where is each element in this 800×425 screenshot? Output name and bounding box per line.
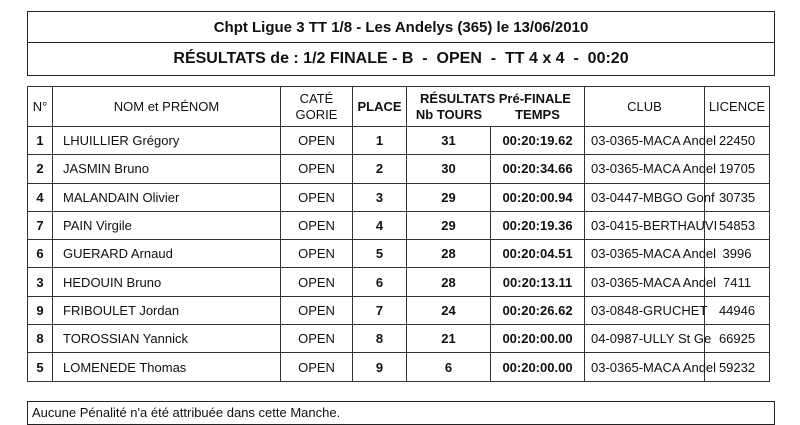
table-row — [28, 183, 770, 211]
cell-temps: 00:20:13.11 — [491, 268, 585, 296]
cell-licence: 59232 — [705, 353, 770, 381]
cell-name: FRIBOULET Jordan — [53, 296, 281, 324]
cell-category: OPEN — [281, 325, 353, 353]
table-header-row — [28, 87, 770, 127]
penalty-note — [27, 401, 775, 425]
cell-name: GUERARD Arnaud — [53, 240, 281, 268]
cell-licence: 19705 — [705, 155, 770, 183]
cell-temps: 00:20:34.66 — [491, 155, 585, 183]
table-row — [28, 155, 770, 183]
cell-place: 4 — [353, 211, 407, 239]
cell-club: 03-0365-MACA Andel — [585, 240, 705, 268]
cell-place: 2 — [353, 155, 407, 183]
cell-category: OPEN — [281, 211, 353, 239]
header-licence: LICENCE — [705, 87, 770, 127]
cell-category: OPEN — [281, 183, 353, 211]
cell-club: 03-0447-MBGO Gonf — [585, 183, 705, 211]
table-row — [28, 296, 770, 324]
cell-category: OPEN — [281, 155, 353, 183]
results-subtitle — [27, 42, 775, 76]
cell-category: OPEN — [281, 127, 353, 155]
cell-licence: 7411 — [705, 268, 770, 296]
cell-place: 8 — [353, 325, 407, 353]
cell-temps: 00:20:00.94 — [491, 183, 585, 211]
header-temps: TEMPS — [515, 106, 560, 122]
table-row — [28, 211, 770, 239]
cell-temps: 00:20:00.00 — [491, 353, 585, 381]
cell-num: 6 — [28, 240, 53, 268]
cell-num: 2 — [28, 155, 53, 183]
header-place: PLACE — [353, 87, 407, 127]
cell-temps: 00:20:00.00 — [491, 325, 585, 353]
table-row — [28, 240, 770, 268]
cell-num: 9 — [28, 296, 53, 324]
header-nb-tours: Nb TOURS — [415, 106, 483, 122]
cell-place: 3 — [353, 183, 407, 211]
cell-nb-tours: 29 — [407, 183, 491, 211]
cell-place: 9 — [353, 353, 407, 381]
results-table — [27, 86, 770, 382]
header-results-sub — [407, 107, 584, 123]
cell-place: 5 — [353, 240, 407, 268]
cell-licence: 22450 — [705, 127, 770, 155]
cell-name: MALANDAIN Olivier — [53, 183, 281, 211]
cell-temps: 00:20:19.36 — [491, 211, 585, 239]
document-title — [27, 11, 775, 43]
cell-nb-tours: 31 — [407, 127, 491, 155]
cell-name: LHUILLIER Grégory — [53, 127, 281, 155]
cell-temps: 00:20:26.62 — [491, 296, 585, 324]
cell-temps: 00:20:19.62 — [491, 127, 585, 155]
cell-nb-tours: 28 — [407, 240, 491, 268]
cell-category: OPEN — [281, 268, 353, 296]
cell-nb-tours: 29 — [407, 211, 491, 239]
table-row — [28, 325, 770, 353]
cell-licence: 54853 — [705, 211, 770, 239]
header-club: CLUB — [585, 87, 705, 127]
header-num: N° — [28, 87, 53, 127]
header-name: NOM et PRÉNOM — [53, 87, 281, 127]
table-row — [28, 353, 770, 381]
cell-num: 5 — [28, 353, 53, 381]
table-row — [28, 268, 770, 296]
subtitle-text: RÉSULTATS de : 1/2 FINALE - B - OPEN - TT 4 x 4 - 00:20 — [173, 50, 629, 67]
table-row — [28, 127, 770, 155]
cell-nb-tours: 21 — [407, 325, 491, 353]
header-category-line1: CATÉ — [299, 90, 334, 106]
cell-nb-tours: 30 — [407, 155, 491, 183]
penalty-note-text: Aucune Pénalité n'a été attribuée dans cette Manche. — [32, 405, 341, 420]
header-category-line2: GORIE — [295, 106, 338, 122]
cell-num: 7 — [28, 211, 53, 239]
header-results — [407, 87, 585, 127]
header-results-title: RÉSULTATS Pré-FINALE — [420, 90, 571, 106]
header-category — [281, 87, 353, 127]
cell-nb-tours: 28 — [407, 268, 491, 296]
cell-club: 03-0365-MACA Andel — [585, 353, 705, 381]
cell-place: 6 — [353, 268, 407, 296]
cell-name: TOROSSIAN Yannick — [53, 325, 281, 353]
cell-category: OPEN — [281, 296, 353, 324]
cell-num: 8 — [28, 325, 53, 353]
cell-num: 4 — [28, 183, 53, 211]
cell-temps: 00:20:04.51 — [491, 240, 585, 268]
title-text: Chpt Ligue 3 TT 1/8 - Les Andelys (365) le 13/06/2010 — [213, 18, 589, 36]
cell-name: LOMENEDE Thomas — [53, 353, 281, 381]
cell-club: 03-0365-MACA Andel — [585, 268, 705, 296]
cell-club: 04-0987-ULLY St Ge — [585, 325, 705, 353]
cell-name: JASMIN Bruno — [53, 155, 281, 183]
cell-place: 1 — [353, 127, 407, 155]
cell-licence: 3996 — [705, 240, 770, 268]
cell-club: 03-0365-MACA Andel — [585, 155, 705, 183]
cell-num: 1 — [28, 127, 53, 155]
cell-category: OPEN — [281, 353, 353, 381]
cell-name: PAIN Virgile — [53, 211, 281, 239]
cell-category: OPEN — [281, 240, 353, 268]
cell-name: HEDOUIN Bruno — [53, 268, 281, 296]
cell-licence: 44946 — [705, 296, 770, 324]
cell-licence: 30735 — [705, 183, 770, 211]
cell-club: 03-0415-BERTHAUVI — [585, 211, 705, 239]
cell-nb-tours: 6 — [407, 353, 491, 381]
cell-licence: 66925 — [705, 325, 770, 353]
cell-club: 03-0848-GRUCHET — [585, 296, 705, 324]
cell-num: 3 — [28, 268, 53, 296]
cell-nb-tours: 24 — [407, 296, 491, 324]
cell-place: 7 — [353, 296, 407, 324]
cell-club: 03-0365-MACA Andel — [585, 127, 705, 155]
